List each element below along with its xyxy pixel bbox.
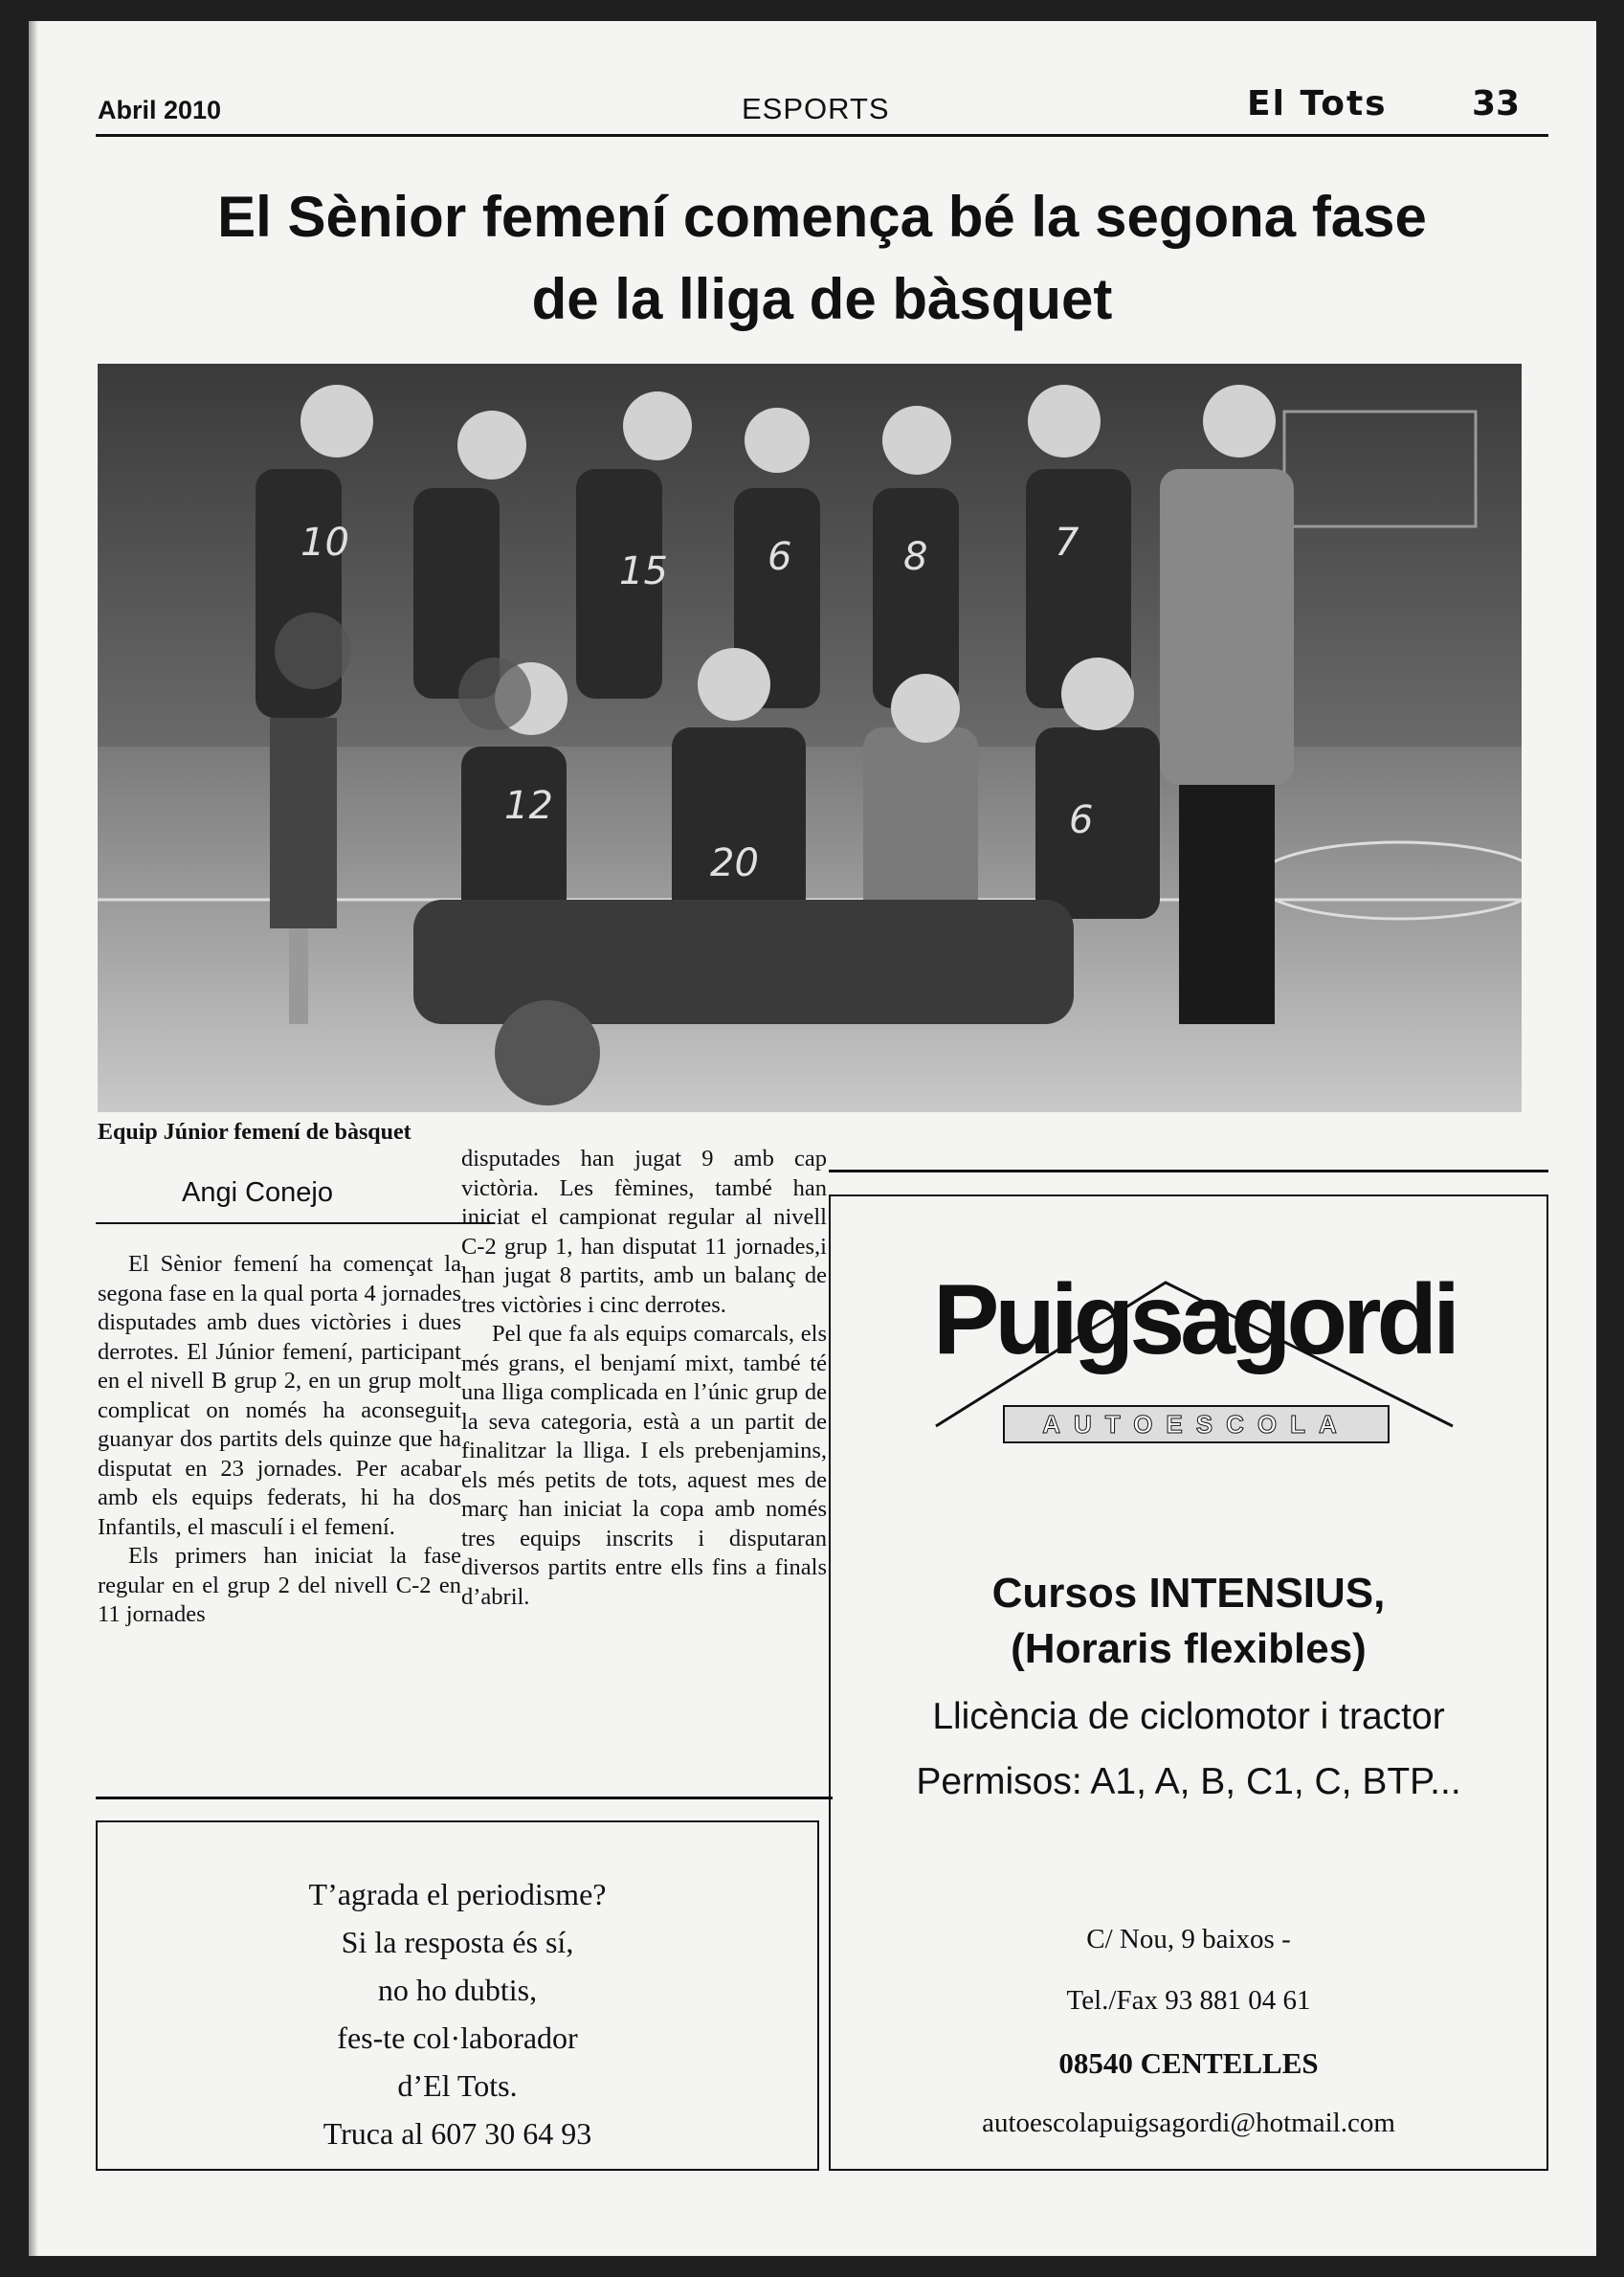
promo-line: Truca al 607 30 64 93	[323, 2116, 592, 2151]
jersey-number: 6	[1069, 798, 1094, 842]
logo-brand-name: Puigsagordi	[933, 1264, 1456, 1375]
article-paragraph: Els primers han iniciat la fase regular en el grup 2 del nivell C-2 en 11 jornades	[98, 1543, 461, 1627]
team-photo-illustration	[98, 364, 1522, 1112]
header-publication: El Tots	[1247, 84, 1388, 123]
jersey-number: 10	[300, 521, 349, 565]
promo-line: fes-te col·laborador	[337, 2020, 578, 2055]
ad-license: Llicència de ciclomotor i tractor	[932, 1696, 1445, 1737]
ad-phone: Tel./Fax 93 881 04 61	[1066, 1985, 1311, 2016]
ad-city: 08540 CENTELLES	[1058, 2046, 1319, 2080]
header-section: ESPORTS	[742, 92, 890, 125]
headline-line-1: El Sènior femení comença bé la segona fase	[217, 185, 1427, 249]
logo-subtitle: AUTOESCOLA	[1003, 1405, 1390, 1443]
promo-line: no ho dubtis,	[377, 1973, 538, 2007]
article-headline	[96, 176, 1548, 341]
article-paragraph: disputades han jugat 9 amb cap victòria. Les fèmines, també han iniciat el campionat regular al nivell C-2 grup 1, han disputat 11 jornades,i han jugat 8 partits, amb un balanç de tres victòries i cinc derrotes.	[461, 1146, 827, 1318]
team-photo	[98, 364, 1522, 1112]
driving-school-ad	[829, 1194, 1548, 2171]
collaborator-promo-box	[96, 1820, 819, 2171]
header-date: Abril 2010	[98, 96, 222, 124]
promo-top-rule	[96, 1797, 833, 1799]
ad-permits: Permisos: A1, A, B, C1, C, BTP...	[916, 1761, 1461, 1802]
promo-line: T’agrada el periodisme?	[308, 1877, 607, 1911]
jersey-number: 12	[504, 784, 553, 828]
header-rule	[96, 134, 1548, 137]
jersey-number: 6	[768, 535, 792, 579]
magazine-page	[29, 21, 1596, 2256]
jersey-number: 7	[1055, 521, 1079, 565]
promo-line: d’El Tots.	[397, 2068, 518, 2103]
ad-top-rule	[829, 1170, 1548, 1172]
header-page-number: 33	[1472, 84, 1521, 123]
article-column-1	[98, 1250, 461, 1630]
article-column-2	[461, 1145, 827, 1612]
promo-text	[98, 1870, 817, 2157]
article-author: Angi Conejo	[182, 1177, 333, 1208]
jersey-number: 8	[903, 535, 928, 579]
headline-line-2: de la lliga de bàsquet	[531, 267, 1113, 331]
ad-schedule: (Horaris flexibles)	[1011, 1625, 1367, 1672]
jersey-number: 15	[619, 549, 668, 593]
ad-email: autoescolapuigsagordi@hotmail.com	[982, 2108, 1395, 2138]
promo-line: Si la resposta és sí,	[341, 1925, 574, 1959]
article-paragraph: Pel que fa als equips comarcals, els més grans, el benjamí mixt, també té una lliga complicada en l’únic grup de la seva categoria, està a un partit de finalitzar la lliga. I els prebenjamins, els més petits de tots, aquest mes de març han iniciat la copa amb només tres equips inscrits i disputaran diversos partits entre ells fins a finals d’abril.	[461, 1321, 827, 1610]
puigsagordi-logo	[917, 1263, 1472, 1455]
page-fold-shadow	[29, 21, 38, 2256]
jersey-number: 20	[710, 841, 759, 885]
photo-caption: Equip Júnior femení de bàsquet	[98, 1120, 412, 1145]
ad-address: C/ Nou, 9 baixos -	[1086, 1924, 1291, 1954]
author-rule	[96, 1222, 495, 1224]
ad-courses: Cursos INTENSIUS,	[991, 1570, 1386, 1617]
article-paragraph: El Sènior femení ha començat la segona fase en la qual porta 4 jornades disputades amb dues victòries i dues derrotes. El Júnior femení, participant en el nivell B grup 2, en un grup molt complicat on només ha aconseguit guanyar dos partits dels quinze que ha disputat en 23 jornades. Per acabar amb els equips federats, hi ha dos Infantils, el masculí i el femení.	[98, 1251, 461, 1540]
